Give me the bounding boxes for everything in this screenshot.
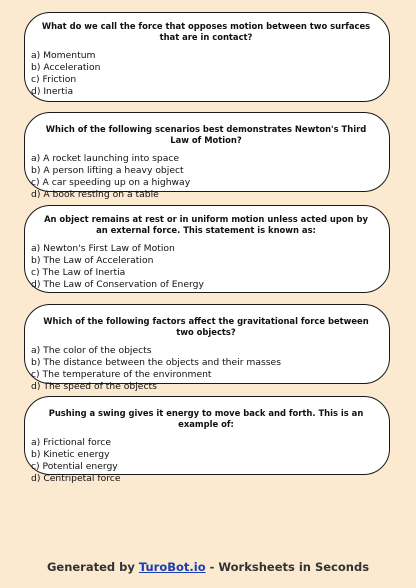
option-d: d) Centripetal force [31, 473, 121, 484]
option-a: a) Momentum [31, 50, 96, 61]
option-a: a) The color of the objects [31, 345, 152, 356]
question-text: Which of the following factors affect the gravitational force between two objects? [43, 316, 369, 337]
option-b: b) The Law of Acceleration [31, 255, 154, 266]
option-a: a) Newton's First Law of Motion [31, 243, 175, 254]
footer [0, 560, 416, 574]
question-text: Pushing a swing gives it energy to move back and forth. This is an example of: [48, 408, 364, 429]
question-text: Which of the following scenarios best demonstrates Newton's Third Law of Motion? [45, 124, 367, 145]
option-b: b) The distance between the objects and their masses [31, 357, 281, 368]
option-c: c) Friction [31, 74, 77, 85]
option-b: b) Acceleration [31, 62, 101, 73]
option-c: c) The temperature of the environment [31, 369, 212, 380]
question-card-1 [24, 12, 390, 102]
option-a: a) Frictional force [31, 437, 111, 448]
option-d: d) A book resting on a table [31, 189, 159, 200]
option-b: b) Kinetic energy [31, 449, 110, 460]
footer-suffix: - Worksheets in Seconds [205, 560, 370, 574]
question-text: What do we call the force that opposes motion between two surfaces that are in contact? [41, 21, 371, 42]
question-card-4 [24, 304, 390, 392]
option-a: a) A rocket launching into space [31, 153, 180, 164]
option-c: c) A car speeding up on a highway [31, 177, 191, 188]
question-text: An object remains at rest or in uniform motion unless acted upon by an external force. This statement is known as: [44, 214, 368, 235]
question-card-2 [24, 112, 390, 200]
footer-prefix: Generated by [46, 560, 139, 574]
option-d: d) The speed of the objects [31, 381, 157, 392]
option-c: c) The Law of Inertia [31, 267, 126, 278]
turobot-link[interactable]: TuroBot.io [138, 560, 206, 574]
question-card-5 [24, 396, 390, 484]
option-b: b) A person lifting a heavy object [31, 165, 184, 176]
option-d: d) The Law of Conservation of Energy [31, 279, 204, 290]
option-c: c) Potential energy [31, 461, 118, 472]
option-d: d) Inertia [31, 86, 74, 97]
question-card-3 [24, 205, 390, 293]
